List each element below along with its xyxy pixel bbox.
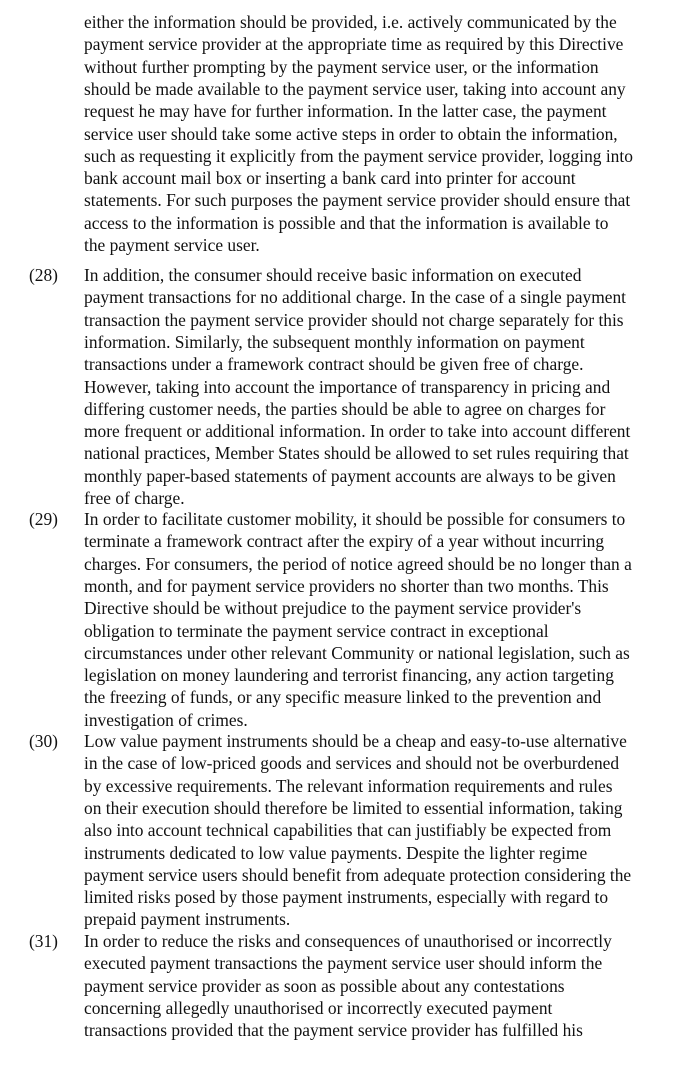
text-line: such as requesting it explicitly from the payment service provider, logging into [84, 145, 633, 166]
text-line: should be made available to the payment service user, taking into account any [84, 78, 626, 99]
recital-number: (30) [29, 731, 58, 751]
text-line: terminate a framework contract after the expiry of a year without incurring [84, 531, 605, 552]
text-line: also into account technical capabilities that can justifiably be expected from [84, 820, 612, 841]
text-line: month, and for payment service providers no shorter than two months. This [84, 575, 609, 596]
text-line: by excessive requirements. The relevant information requirements and rules [84, 775, 613, 796]
recital-number: (28) [29, 265, 58, 285]
text-line: statements. For such purposes the payment service provider should ensure that [84, 190, 631, 211]
text-line: transaction the payment service provider should not charge separately for this [84, 309, 624, 330]
text-line: the payment service user. [84, 235, 260, 255]
text-line: In order to reduce the risks and consequences of unauthorised or incorrectly [84, 931, 612, 951]
text-line: payment service provider as soon as possible about any contestations [84, 975, 565, 996]
text-line: monthly paper-based statements of payment accounts are always to be given [84, 465, 616, 486]
text-line: executed payment transactions the payment service user should inform the [84, 953, 603, 974]
text-line: payment service provider at the appropriate time as required by this Directive [84, 34, 624, 55]
text-line: charges. For consumers, the period of notice agreed should be no longer than a [84, 553, 632, 574]
text-line: without further prompting by the payment service user, or the information [84, 56, 599, 77]
text-line: limited risks posed by those payment instruments, especially with regard to [84, 887, 609, 908]
text-line: bank account mail box or inserting a bank card into printer for account [84, 168, 576, 189]
text-line: payment transactions for no additional charge. In the case of a single payment [84, 287, 626, 308]
text-line: transactions provided that the payment service provider has fulfilled his [84, 1020, 583, 1041]
text-line: obligation to terminate the payment service contract in exceptional [84, 620, 549, 641]
text-line: the freezing of funds, or any specific measure linked to the prevention and [84, 687, 602, 708]
text-line: legislation on money laundering and terrorist financing, any action targeting [84, 665, 614, 686]
text-line: In order to facilitate customer mobility, it should be possible for consumers to [84, 509, 626, 529]
text-line: Directive should be without prejudice to the payment service provider's [84, 598, 582, 619]
text-line: differing customer needs, the parties should be able to agree on charges for [84, 398, 606, 419]
text-line: access to the information is possible and that the information is available to [84, 212, 609, 233]
text-line: prepaid payment instruments. [84, 909, 291, 930]
text-line: Low value payment instruments should be a cheap and easy-to-use alternative [84, 731, 627, 751]
text-line: on their execution should therefore be limited to essential information, taking [84, 797, 623, 818]
text-line: concerning allegedly unauthorised or incorrectly executed payment [84, 997, 553, 1018]
text-line: national practices, Member States should be allowed to set rules requiring that [84, 443, 629, 464]
text-line: transactions under a framework contract should be given free of charge. [84, 354, 584, 375]
text-line: In addition, the consumer should receive basic information on executed [84, 265, 582, 285]
text-line: either the information should be provided, i.e. actively communicated by the [84, 12, 617, 32]
text-line: free of charge. [84, 488, 185, 508]
recital-number: (29) [29, 509, 58, 529]
text-line: However, taking into account the importance of transparency in pricing and [84, 376, 611, 397]
text-line: investigation of crimes. [84, 709, 248, 730]
text-line: request he may have for further information. In the latter case, the payment [84, 101, 607, 122]
text-line: instruments dedicated to low value payments. Despite the lighter regime [84, 842, 588, 863]
text-line: circumstances under other relevant Community or national legislation, such as [84, 642, 630, 663]
recital-number: (31) [29, 931, 58, 951]
text-line: in the case of low-priced goods and services and should not be overburdened [84, 753, 620, 774]
text-line: more frequent or additional information. In order to take into account different [84, 421, 631, 442]
text-line: payment service users should benefit from adequate protection considering the [84, 864, 632, 885]
text-line: information. Similarly, the subsequent monthly information on payment [84, 331, 585, 352]
text-line: service user should take some active steps in order to obtain the information, [84, 123, 618, 144]
